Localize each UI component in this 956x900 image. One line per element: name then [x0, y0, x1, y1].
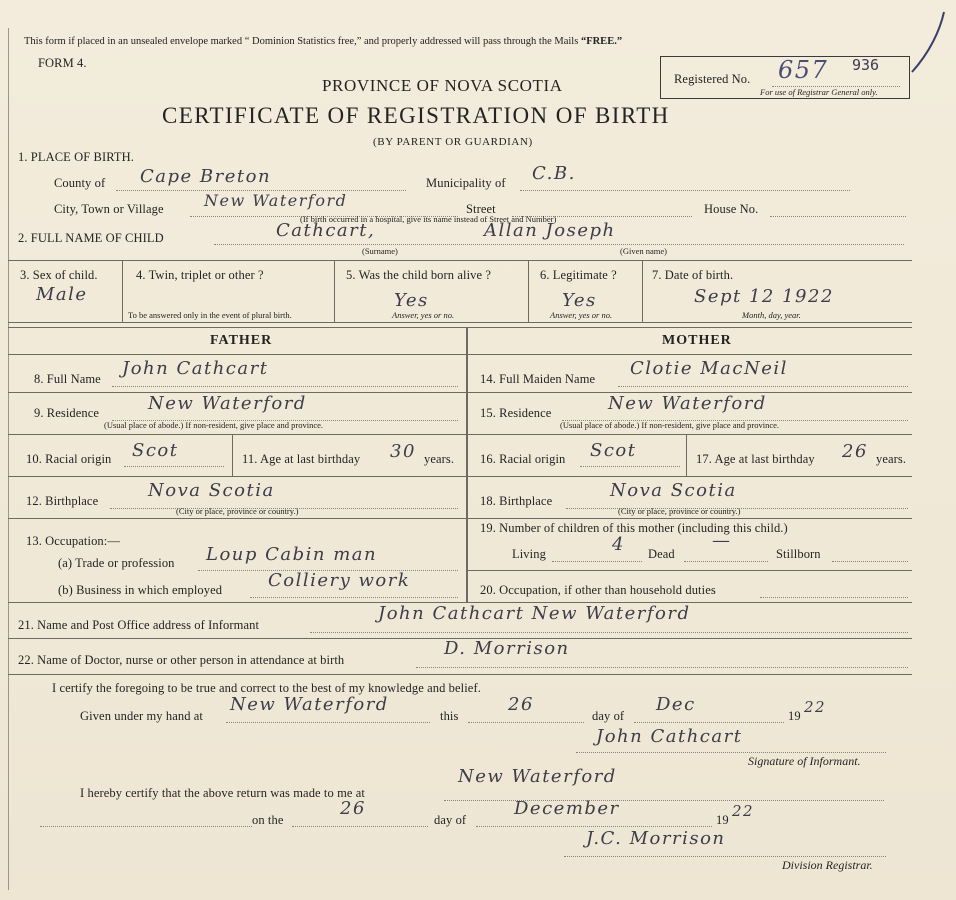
month-line	[634, 722, 784, 723]
city-value: New Waterford	[204, 191, 348, 210]
mother-age-value: 26	[842, 441, 868, 462]
father-trade-label: (a) Trade or profession	[58, 556, 175, 570]
registered-label: Registered No.	[674, 72, 751, 86]
registered-number: 657	[778, 56, 829, 84]
living-line	[552, 561, 642, 562]
col-div-2	[334, 260, 335, 322]
legit-label: 6. Legitimate ?	[540, 268, 617, 282]
stillborn-line	[832, 561, 908, 562]
house-label: House No.	[704, 202, 759, 216]
father-business-label: (b) Business in which employed	[58, 583, 223, 597]
municipality-label: Municipality of	[426, 176, 506, 190]
day-value: 26	[508, 694, 534, 715]
informant-signature-line	[576, 752, 886, 753]
mail-notice	[24, 36, 622, 47]
mother-age-label: 17. Age at last birthday	[696, 452, 815, 466]
province-title: PROVINCE OF NOVA SCOTIA	[322, 76, 563, 95]
twin-note: To be answered only in the event of plural birth.	[128, 310, 292, 320]
father-business-line	[250, 597, 458, 598]
mother-rule-3	[468, 476, 912, 477]
registrar-signature: J.C. Morrison	[586, 828, 726, 849]
father-trade-value: Loup Cabin man	[206, 544, 378, 565]
given-place: New Waterford	[230, 694, 389, 715]
mother-racial-value: Scot	[590, 440, 637, 461]
child-name-label: 2. FULL NAME OF CHILD	[18, 231, 164, 245]
mother-name-value: Clotie MacNeil	[630, 358, 788, 379]
mother-age-divider	[686, 434, 687, 476]
mother-residence-label: 15. Residence	[480, 406, 552, 420]
registrar-caption: Division Registrar.	[782, 858, 873, 872]
mother-rule-5	[468, 570, 912, 571]
twin-label: 4. Twin, triplet or other ?	[136, 268, 264, 282]
legit-value: Yes	[562, 290, 597, 311]
stillborn-label: Stillborn	[776, 547, 821, 561]
father-birthplace-value: Nova Scotia	[148, 480, 275, 501]
father-heading: FATHER	[210, 333, 273, 348]
certificate-title: CERTIFICATE OF REGISTRATION OF BIRTH	[162, 103, 670, 128]
mother-birthplace-label: 18. Birthplace	[480, 494, 553, 508]
certificate-subtitle: (BY PARENT OR GUARDIAN)	[373, 136, 533, 148]
doctor-value: D. Morrison	[444, 638, 570, 659]
doctor-label: 22. Name of Doctor, nurse or other person in attendance at birth	[18, 653, 345, 667]
day-of-label: day of	[592, 709, 625, 723]
corner-ink-mark	[900, 10, 950, 80]
father-name-label: 8. Full Name	[34, 372, 101, 386]
reg-day: 26	[340, 798, 366, 819]
dead-label: Dead	[648, 547, 675, 561]
mother-residence-value: New Waterford	[608, 393, 767, 414]
row-rule-top	[8, 260, 912, 261]
street-label: Street	[466, 202, 496, 216]
reg-year-suffix: 22	[732, 802, 755, 820]
father-years: years.	[424, 452, 455, 466]
father-residence-label: 9. Residence	[34, 406, 100, 420]
dob-label: 7. Date of birth.	[652, 268, 734, 282]
father-residence-value: New Waterford	[148, 393, 307, 414]
father-racial-line	[124, 466, 224, 467]
alive-label: 5. Was the child born alive ?	[346, 268, 492, 282]
reg-year-prefix: 19	[716, 813, 729, 827]
father-business-value: Colliery work	[268, 570, 411, 591]
month-value: Dec	[656, 694, 696, 715]
doctor-line	[416, 667, 908, 668]
on-the-label: on the	[252, 813, 284, 827]
mother-heading: MOTHER	[662, 333, 732, 348]
father-rule-4	[8, 518, 466, 519]
alive-note: Answer, yes or no.	[392, 310, 455, 320]
informant-signature: John Cathcart	[596, 726, 743, 747]
signature-caption: Signature of Informant.	[748, 754, 861, 768]
father-birthplace-label: 12. Birthplace	[26, 494, 99, 508]
father-age-divider	[232, 434, 233, 476]
mother-name-line	[618, 386, 908, 387]
county-label: County of	[54, 176, 106, 190]
father-rule-3	[8, 476, 466, 477]
father-racial-label: 10. Racial origin	[26, 452, 112, 466]
row-rule-bottom	[8, 322, 912, 323]
sex-value: Male	[36, 284, 88, 305]
father-rule-2	[8, 434, 466, 435]
father-racial-value: Scot	[132, 440, 179, 461]
county-value: Cape Breton	[140, 166, 272, 187]
alive-value: Yes	[394, 290, 429, 311]
this-label: this	[440, 709, 459, 723]
col-div-1	[122, 260, 123, 322]
dob-value: Sept 12 1922	[694, 286, 834, 307]
city-label: City, Town or Village	[54, 202, 164, 216]
parents-divider	[466, 327, 468, 602]
mother-rule-4	[468, 518, 912, 519]
registrar-lead-line	[40, 826, 252, 827]
day-line	[468, 722, 584, 723]
year-prefix: 19	[788, 709, 801, 723]
mother-residence-note: (Usual place of abode.) If non-resident, give place and province.	[560, 420, 780, 430]
child-given: Allan Joseph	[484, 220, 616, 241]
mother-name-label: 14. Full Maiden Name	[480, 372, 596, 386]
reg-day-line	[292, 826, 428, 827]
form-number: FORM 4.	[38, 56, 87, 70]
mother-years: years.	[876, 452, 907, 466]
child-surname: Cathcart,	[276, 220, 376, 241]
father-birthplace-note: (City or place, province or country.)	[176, 506, 299, 516]
col-div-3	[528, 260, 529, 322]
registrar-place-line	[444, 800, 884, 801]
reg-month: December	[514, 798, 620, 819]
mother-children-label: 19. Number of children of this mother (including this child.)	[480, 521, 788, 535]
certify-statement: I certify the foregoing to be true and correct to the best of my knowledge and belief.	[52, 681, 481, 695]
father-residence-note: (Usual place of abode.) If non-resident, give place and province.	[104, 420, 324, 430]
hospital-note: (If birth occurred in a hospital, give its name instead of Street and Number)	[300, 214, 557, 224]
parents-rule-top	[8, 327, 912, 328]
given-place-line	[226, 722, 430, 723]
father-age-value: 30	[390, 441, 416, 462]
left-margin-line	[8, 28, 9, 890]
dob-note: Month, day, year.	[742, 310, 801, 320]
dead-value: —	[712, 530, 732, 551]
living-label: Living	[512, 547, 546, 561]
living-value: 4	[612, 534, 625, 555]
registered-stamp: 936	[852, 56, 880, 74]
municipality-line	[520, 190, 850, 191]
surname-caption: (Surname)	[362, 246, 398, 256]
father-occupation-label: 13. Occupation:—	[26, 534, 120, 548]
parents-heading-rule	[8, 354, 912, 355]
dead-line	[684, 561, 768, 562]
given-label: Given under my hand at	[80, 709, 204, 723]
legit-note: Answer, yes or no.	[550, 310, 613, 320]
reg-day-of-label: day of	[434, 813, 467, 827]
registrar-signature-line	[564, 856, 886, 857]
father-name-value: John Cathcart	[122, 358, 269, 379]
reg-month-line	[476, 826, 712, 827]
informant-value: John Cathcart New Waterford	[378, 603, 691, 624]
registrar-use-note: For use of Registrar General only.	[760, 87, 878, 97]
place-section-label: 1. PLACE OF BIRTH.	[18, 150, 134, 164]
sex-label: 3. Sex of child.	[20, 268, 98, 282]
registrar-place: New Waterford	[458, 766, 617, 787]
mother-racial-label: 16. Racial origin	[480, 452, 566, 466]
informant-label: 21. Name and Post Office address of Informant	[18, 618, 260, 632]
father-name-line	[112, 386, 458, 387]
informant-line	[310, 632, 908, 633]
municipality-value: C.B.	[532, 163, 576, 184]
mother-occupation-label: 20. Occupation, if other than household duties	[480, 583, 716, 597]
mother-birthplace-value: Nova Scotia	[610, 480, 737, 501]
col-div-4	[642, 260, 643, 322]
mother-racial-line	[580, 466, 680, 467]
registrar-statement: I hereby certify that the above return was made to me at	[80, 786, 365, 800]
house-line	[770, 216, 906, 217]
mother-rule-2	[468, 434, 912, 435]
year-suffix: 22	[804, 698, 827, 716]
mother-occupation-line	[760, 597, 908, 598]
given-caption: (Given name)	[620, 246, 667, 256]
mother-birthplace-note: (City or place, province or country.)	[618, 506, 741, 516]
mail-notice-text: This form if placed in an unsealed envelope marked “ Dominion Statistics free,” and properly addressed will pass through the Mails	[24, 36, 579, 47]
doctor-rule-bottom	[8, 674, 912, 675]
father-age-label: 11. Age at last birthday	[242, 452, 361, 466]
mail-notice-free: “FREE.”	[580, 36, 623, 47]
child-name-line	[214, 244, 904, 245]
